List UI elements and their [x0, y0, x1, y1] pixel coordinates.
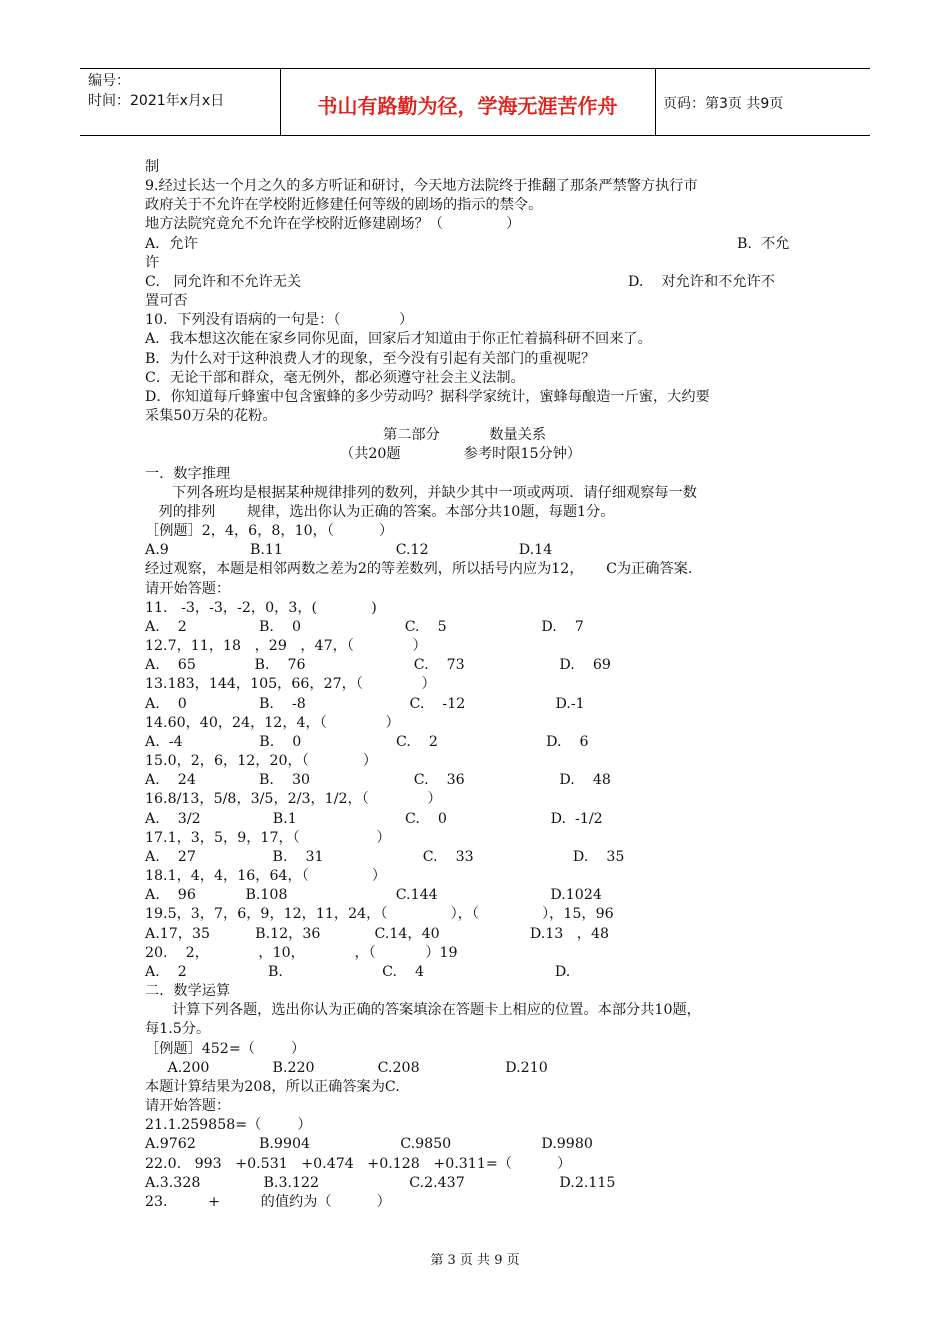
- text-line: 11. -3，-3，-2，0，3，( ): [145, 600, 377, 616]
- text-line: A. 2 B. C. 4 D.: [145, 964, 571, 980]
- text-line: A. 96 B.108 C.144 D.1024: [145, 887, 602, 903]
- header-motto: 书山有路勤为径，学海无涯苦作舟: [317, 94, 618, 118]
- text-line: D．你知道每斤蜂蜜中包含蜜蜂的多少劳动吗？据科学家统计，蜜蜂每酿造一斤蜜，大约要: [145, 389, 710, 405]
- text-line: ［例题］452=（ ）: [145, 1041, 306, 1057]
- text-line: 计算下列各题，选出你认为正确的答案填涂在答题卡上相应的位置。本部分共10题，: [145, 1002, 701, 1018]
- text-line: A.3.328 B.3.122 C.2.437 D.2.115: [145, 1175, 616, 1191]
- text-line: A. 0 B. -8 C. -12 D.-1: [145, 696, 585, 712]
- text-line: 9.经过长达一个月之久的多方听证和研讨，今天地方法院终于推翻了那条严禁警方执行市: [145, 178, 698, 194]
- text-line: 21.1.259858=（ ）: [145, 1117, 312, 1133]
- option-d-right: D. 对允许和不允许不: [628, 274, 775, 290]
- text-line: A. 65 B. 76 C. 73 D. 69: [145, 657, 611, 673]
- text-line: A. 27 B. 31 C. 33 D. 35: [145, 849, 625, 865]
- text-line: 19.5，3，7，6，9，12，11，24，（ ），（ ），15，96: [145, 906, 614, 922]
- text-line: 列的排列 规律，选出你认为正确的答案。本部分共10题，每题1分。: [145, 504, 615, 520]
- text-line: 许: [145, 255, 160, 271]
- text-line: A.200 B.220 C.208 D.210: [145, 1060, 548, 1076]
- text-line: 22.0. 993 +0.531 +0.474 +0.128 +0.311=（ ）: [145, 1156, 572, 1172]
- text-line: C．无论干部和群众，毫无例外，都必须遵守社会主义法制。: [145, 370, 525, 386]
- text-line: A．我本想这次能在家乡同你见面，回家后才知道由于你正忙着搞科研不回来了。: [145, 331, 652, 347]
- text-line: 二．数学运算: [145, 983, 231, 999]
- text-line: 14.60，40，24，12，4，（ ）: [145, 715, 400, 731]
- text-line: A. 2 B. 0 C. 5 D. 7: [145, 619, 584, 635]
- text-line: A．允许: [145, 236, 198, 252]
- page-footer: 第 3 页 共 9 页: [430, 1253, 520, 1268]
- text-line: 制: [145, 159, 160, 175]
- header-page-label: 页码：第3页 共9页: [663, 96, 784, 112]
- header-divider-left: [280, 68, 281, 135]
- text-line: C. 同允许和不允许无关: [145, 274, 302, 290]
- text-line: 15.0，2，6，12，20，（ ）: [145, 753, 378, 769]
- text-line: 12.7，11，18 ，29 ，47，（ ）: [145, 638, 427, 654]
- text-line: 本题计算结果为208，所以正确答案为C.: [145, 1079, 400, 1095]
- text-line: A.9762 B.9904 C.9850 D.9980: [145, 1136, 593, 1152]
- text-line: 10．下列没有语病的一句是：（ ）: [145, 312, 414, 328]
- text-line: 地方法院究竟允不允许在学校附近修建剧场？（ ）: [145, 216, 521, 232]
- text-line: A. 24 B. 30 C. 36 D. 48: [145, 772, 611, 788]
- text-line: A.17，35 B.12，36 C.14，40 D.13 ，48: [145, 926, 610, 942]
- text-line: 采集50万朵的花粉。: [145, 408, 277, 424]
- text-line: 政府关于不允许在学校附近修建任何等级的剧场的指示的禁令。: [145, 197, 543, 213]
- text-line: 请开始答题：: [145, 1098, 231, 1114]
- header-divider-right: [655, 68, 656, 135]
- text-line: 请开始答题：: [145, 581, 231, 597]
- text-line: B．为什么对于这种浪费人才的现象，至今没有引起有关部门的重视呢？: [145, 351, 596, 367]
- text-line: 一．数字推理: [145, 466, 231, 482]
- header-code-label: 编号：: [88, 73, 130, 89]
- text-line: 17.1，3，5，9，17，（ ）: [145, 830, 391, 846]
- text-line: 经过观察，本题是相邻两数之差为2的等差数列，所以括号内应为12， C为正确答案.: [145, 561, 693, 577]
- section-subtitle: （共20题 参考时限15分钟）: [340, 446, 582, 462]
- text-line: 置可否: [145, 293, 188, 309]
- text-line: A.9 B.11 C.12 D.14: [145, 542, 553, 558]
- text-line: 每1.5分。: [145, 1021, 211, 1037]
- text-line: 16.8/13，5/8，3/5，2/3，1/2，（ ）: [145, 791, 442, 807]
- text-line: A. -4 B. 0 C. 2 D. 6: [145, 734, 589, 750]
- text-line: 23. + 的值约为（ ）: [145, 1194, 391, 1210]
- text-line: 20. 2， ，10， ，（ ）19: [145, 945, 458, 961]
- text-line: 下列各班均是根据某种规律排列的数列，并缺少其中一项或两项．请仔细观察每一数: [145, 485, 697, 501]
- option-b-right: B. 不允: [737, 236, 790, 252]
- header-bottom-rule: [80, 135, 870, 136]
- text-line: 18.1，4，4，16，64，（ ）: [145, 868, 387, 884]
- text-line: 13.183，144，105，66，27，（ ）: [145, 676, 436, 692]
- text-line: A. 3/2 B.1 C. 0 D. -1/2: [145, 811, 603, 827]
- section-title: 第二部分 数量关系: [383, 427, 547, 443]
- header-top-rule: [80, 68, 870, 69]
- header-date-label: 时间：2021年x月x日: [88, 93, 225, 109]
- text-line: ［例题］2，4，6，8，10，（ ）: [145, 523, 394, 539]
